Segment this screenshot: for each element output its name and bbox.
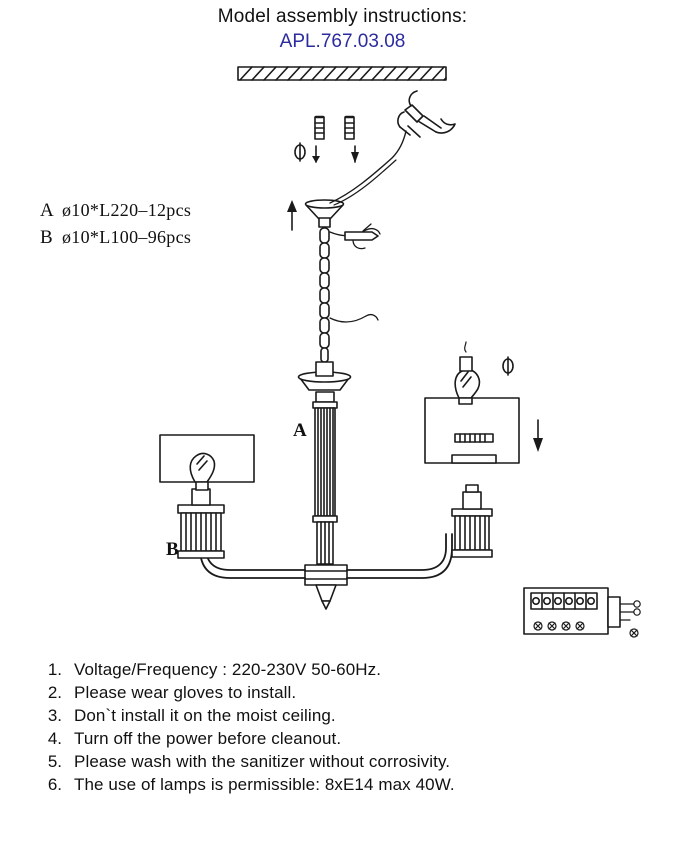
instruction-item	[36, 775, 656, 795]
left-detail-box	[160, 435, 254, 490]
diameter-symbol-icon	[295, 143, 305, 161]
left-candle-holder	[178, 489, 224, 558]
instruction-number: 1.	[47, 660, 62, 679]
part-letter-b: B	[40, 227, 53, 248]
ceiling-hatch-icon	[238, 67, 446, 80]
instruction-item	[36, 706, 656, 726]
wall-anchor-icon	[351, 146, 359, 163]
parts-list	[40, 200, 191, 254]
instruction-text: Please wear gloves to install.	[74, 683, 297, 702]
suspension-cable	[330, 131, 406, 205]
instructions-list	[36, 660, 656, 798]
screw-icon	[345, 117, 354, 139]
instruction-number: 3.	[47, 706, 62, 725]
instruction-number: 2.	[47, 683, 62, 702]
wrench-icon	[398, 91, 455, 137]
diameter-symbol-icon	[503, 357, 513, 375]
instruction-text: Voltage/Frequency : 220-230V 50-60Hz.	[74, 660, 382, 679]
callout-label-b: B	[166, 539, 179, 560]
right-candle-holder	[452, 485, 492, 557]
instruction-number: 4.	[47, 729, 62, 748]
arrow-down-icon	[533, 420, 543, 452]
arrow-down-icon	[312, 146, 320, 163]
hand-tool-icon	[345, 224, 378, 249]
instruction-text: Turn off the power before cleanout.	[74, 729, 342, 748]
parts-list-row	[40, 200, 191, 222]
instruction-item	[36, 683, 656, 703]
instruction-text: Please wash with the sanitizer without corrosivity.	[74, 752, 451, 771]
chain-icon	[320, 228, 329, 362]
instruction-item	[36, 729, 656, 749]
central-column	[313, 392, 337, 564]
chandelier-body-top	[299, 362, 351, 390]
part-spec-b: ø10*L100‒96pcs	[62, 227, 192, 247]
instruction-text: Don`t install it on the moist ceiling.	[74, 706, 336, 725]
part-spec-a: ø10*L220‒12pcs	[62, 200, 192, 220]
screw-icon	[315, 117, 324, 139]
page-title: Model assembly instructions:	[217, 6, 468, 27]
model-code: APL.767.03.08	[279, 31, 406, 52]
instruction-number: 6.	[47, 775, 62, 794]
right-arm	[347, 534, 452, 578]
center-hub	[305, 565, 347, 609]
callout-label-a: A	[293, 420, 307, 441]
part-letter-a: A	[40, 200, 54, 221]
cable-hook	[330, 229, 380, 322]
instruction-item	[36, 660, 656, 680]
canopy	[306, 200, 344, 227]
instruction-item	[36, 752, 656, 772]
instruction-number: 5.	[47, 752, 62, 771]
terminal-block-icon	[524, 588, 640, 637]
arrow-up-icon	[287, 200, 297, 230]
instruction-text: The use of lamps is permissible: 8xE14 max 40W.	[74, 775, 455, 794]
parts-list-row	[40, 227, 191, 249]
